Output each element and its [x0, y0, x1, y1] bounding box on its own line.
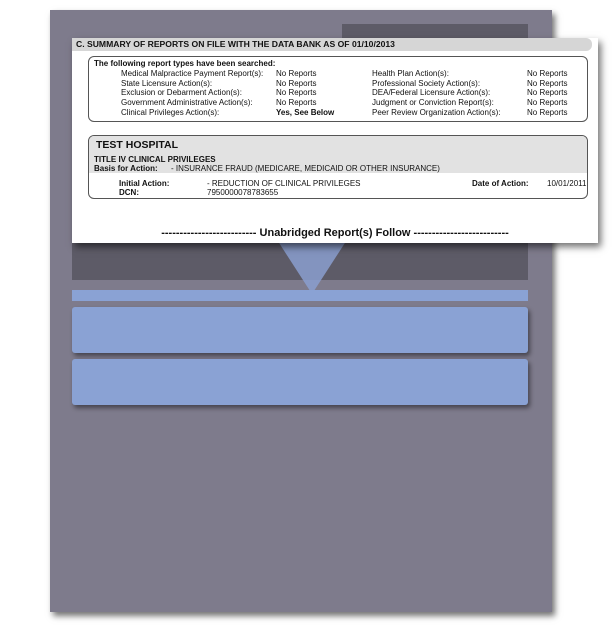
placeholder-bar-2	[72, 359, 528, 405]
report-type-value: No Reports	[276, 98, 317, 108]
report-type-value: No Reports	[276, 69, 317, 78]
report-type-value: No Reports	[527, 88, 568, 98]
report-type-value: No Reports	[527, 78, 568, 88]
section-header: C. SUMMARY OF REPORTS ON FILE WITH THE DATA BANK AS OF 01/10/2013	[72, 38, 592, 51]
dcn-label: DCN:	[119, 188, 139, 197]
report-type-label: State Licensure Action(s):	[121, 78, 213, 88]
search-intro: The following report types have been searched:	[94, 59, 276, 68]
report-type-label: Exclusion or Debarment Action(s):	[121, 88, 242, 98]
report-type-value: No Reports	[527, 98, 568, 108]
report-type-value-highlight: Yes, See Below	[276, 107, 335, 117]
report-type-value: No Reports	[276, 78, 317, 88]
report-title: TITLE IV CLINICAL PRIVILEGES	[94, 155, 216, 164]
placeholder-bar-thin	[72, 290, 528, 301]
report-entry-box	[88, 135, 588, 199]
report-entry-header	[89, 136, 587, 173]
report-type-value: No Reports	[527, 69, 568, 78]
report-type-label: Health Plan Action(s):	[372, 69, 449, 78]
report-type-label: Clinical Privileges Action(s):	[121, 107, 220, 117]
searched-report-types-box	[88, 56, 588, 122]
report-type-label: Judgment or Conviction Report(s):	[372, 98, 494, 108]
placeholder-bar-1	[72, 307, 528, 353]
report-type-label: Government Administrative Action(s):	[121, 98, 253, 108]
report-type-label: Medical Malpractice Payment Report(s):	[121, 69, 264, 78]
date-of-action-value: 10/01/2011	[547, 179, 587, 188]
report-type-value: No Reports	[527, 107, 568, 117]
report-type-label: Peer Review Organization Action(s):	[372, 107, 501, 117]
reporting-entity-name: TEST HOSPITAL	[96, 139, 179, 151]
initial-action-label: Initial Action:	[119, 179, 170, 188]
report-type-value: No Reports	[276, 88, 317, 98]
date-of-action-label: Date of Action:	[472, 179, 529, 188]
basis-for-action-label: Basis for Action:	[94, 164, 158, 173]
report-type-label: DEA/Federal Licensure Action(s):	[372, 88, 491, 98]
unabridged-reports-follow: -------------------------- Unabridged Report(s) Follow --------------------------	[161, 227, 509, 239]
zoomed-document-panel	[72, 38, 598, 243]
report-type-label: Professional Society Action(s):	[372, 78, 481, 88]
basis-for-action-value: - INSURANCE FRAUD (MEDICARE, MEDICAID OR OTHER INSURANCE)	[171, 164, 440, 173]
initial-action-value: - REDUCTION OF CLINICAL PRIVILEGES	[207, 179, 361, 188]
dcn-value: 7950000078783655	[207, 188, 279, 197]
